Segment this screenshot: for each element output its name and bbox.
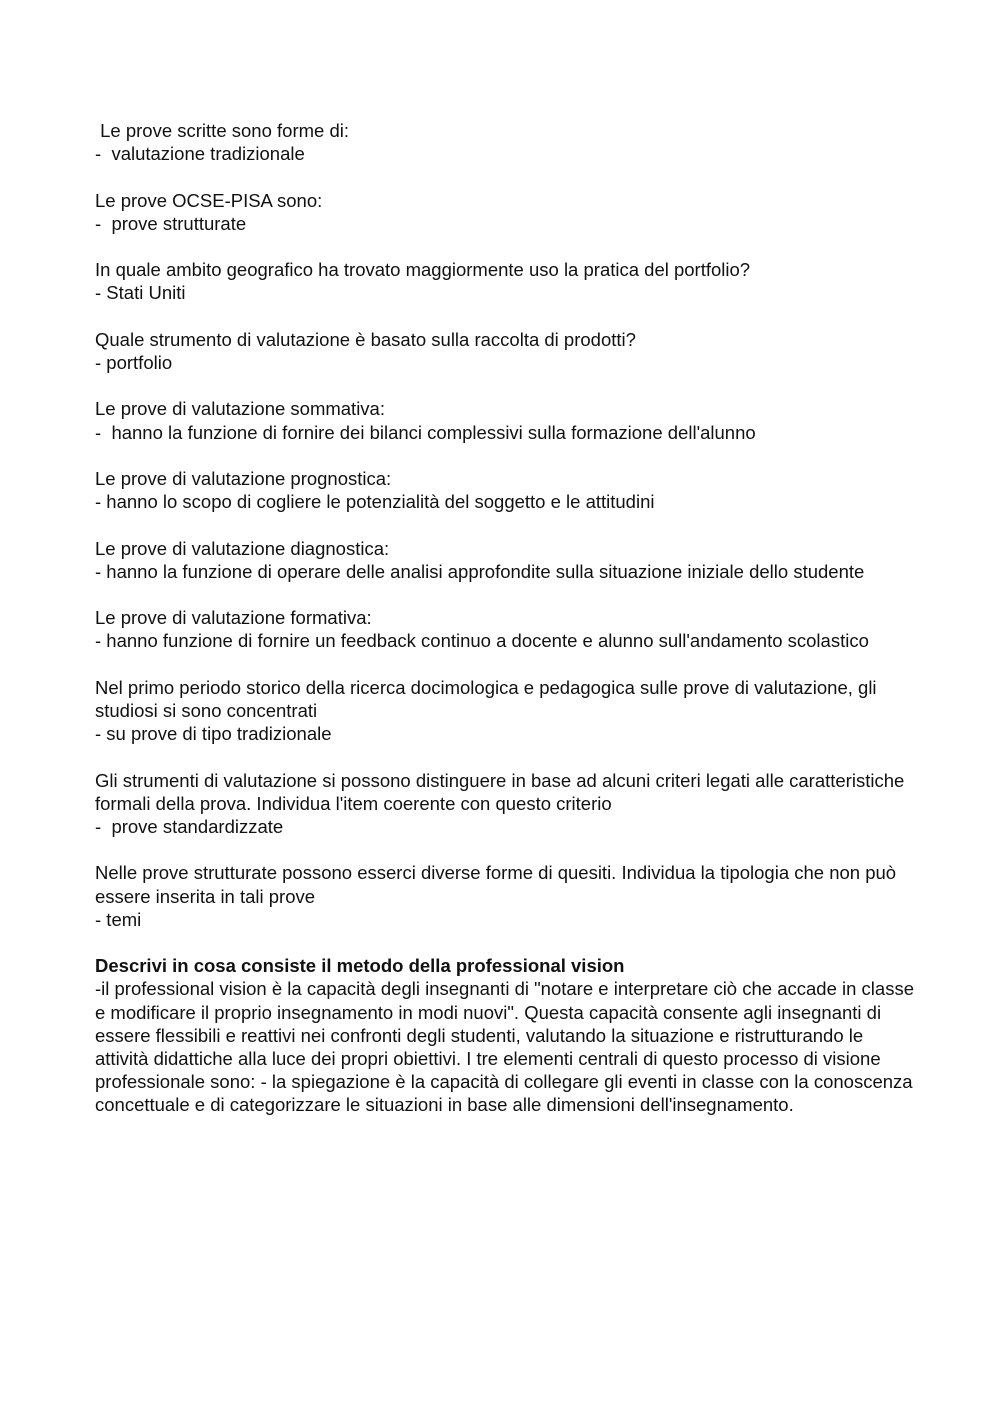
answer: - prove standardizzate: [95, 815, 284, 837]
qa-item-9: [95, 676, 915, 746]
answer: - portfolio: [95, 351, 173, 373]
qa-item-8: [95, 606, 915, 652]
question: In quale ambito geografico ha trovato maggiormente uso la pratica del portfolio?: [95, 259, 751, 281]
qa-item-10: [95, 769, 915, 839]
question: Nel primo periodo storico della ricerca docimologica e pedagogica sulle prove di valutazione, gli studiosi si sono concentrati: [95, 676, 882, 721]
qa-item-4: [95, 328, 915, 374]
document-page: [95, 119, 915, 1140]
qa-item-6: [95, 467, 915, 513]
qa-item-5: [95, 397, 915, 443]
question: Le prove di valutazione prognostica:: [95, 467, 392, 489]
qa-item-7: [95, 537, 915, 583]
question: Le prove di valutazione formativa:: [95, 607, 372, 629]
qa-item-1: [95, 119, 915, 165]
question: Le prove OCSE-PISA sono:: [95, 189, 323, 211]
question: Nelle prove strutturate possono esserci diverse forme di quesiti. Individua la tipologia che non può essere inserita in tali prove: [95, 862, 902, 907]
answer: - temi: [95, 908, 142, 930]
qa-item-11: [95, 861, 915, 931]
answer: - Stati Uniti: [95, 282, 186, 304]
qa-item-3: [95, 258, 915, 304]
essay-question: Descrivi in cosa consiste il metodo della professional vision: [95, 955, 625, 977]
question: Le prove di valutazione diagnostica:: [95, 537, 390, 559]
essay-item: [95, 954, 915, 1116]
answer: - valutazione tradizionale: [95, 143, 305, 165]
question: Quale strumento di valutazione è basato sulla raccolta di prodotti?: [95, 328, 636, 350]
answer: - hanno lo scopo di cogliere le potenzialità del soggetto e le attitudini: [95, 491, 655, 513]
answer: - su prove di tipo tradizionale: [95, 723, 332, 745]
question: Le prove di valutazione sommativa:: [95, 398, 385, 420]
answer: - hanno funzione di fornire un feedback continuo a docente e alunno sull'andamento scolastico: [95, 630, 869, 652]
answer: - hanno la funzione di operare delle analisi approfondite sulla situazione iniziale dello studente: [95, 560, 865, 582]
question: Le prove scritte sono forme di:: [95, 120, 349, 141]
qa-item-2: [95, 189, 915, 235]
answer: - prove strutturate: [95, 212, 247, 234]
question: Gli strumenti di valutazione si possono distinguere in base ad alcuni criteri legati alle caratteristiche formali della prova. Individua l'item coerente con questo criterio: [95, 769, 910, 814]
essay-answer: -il professional vision è la capacità degli insegnanti di "notare e interpretare ciò che accade in classe e modificare il proprio insegnamento in modi nuovi". Questa capacità consente agli insegnanti di essere flessibili e reattivi nei confronti degli studenti, valutando la situazione e ristrutturando le attività didattiche alla luce dei propri obiettivi. I tre elementi centrali di questo processo di visione professionale sono: - la spiegazione è la capacità di collegare gli eventi in classe con la conoscenza concettuale e di categorizzare le situazioni in base alle dimensioni dell'insegnamento.: [95, 978, 914, 1116]
answer: - hanno la funzione di fornire dei bilanci complessivi sulla formazione dell'alunno: [95, 421, 756, 443]
